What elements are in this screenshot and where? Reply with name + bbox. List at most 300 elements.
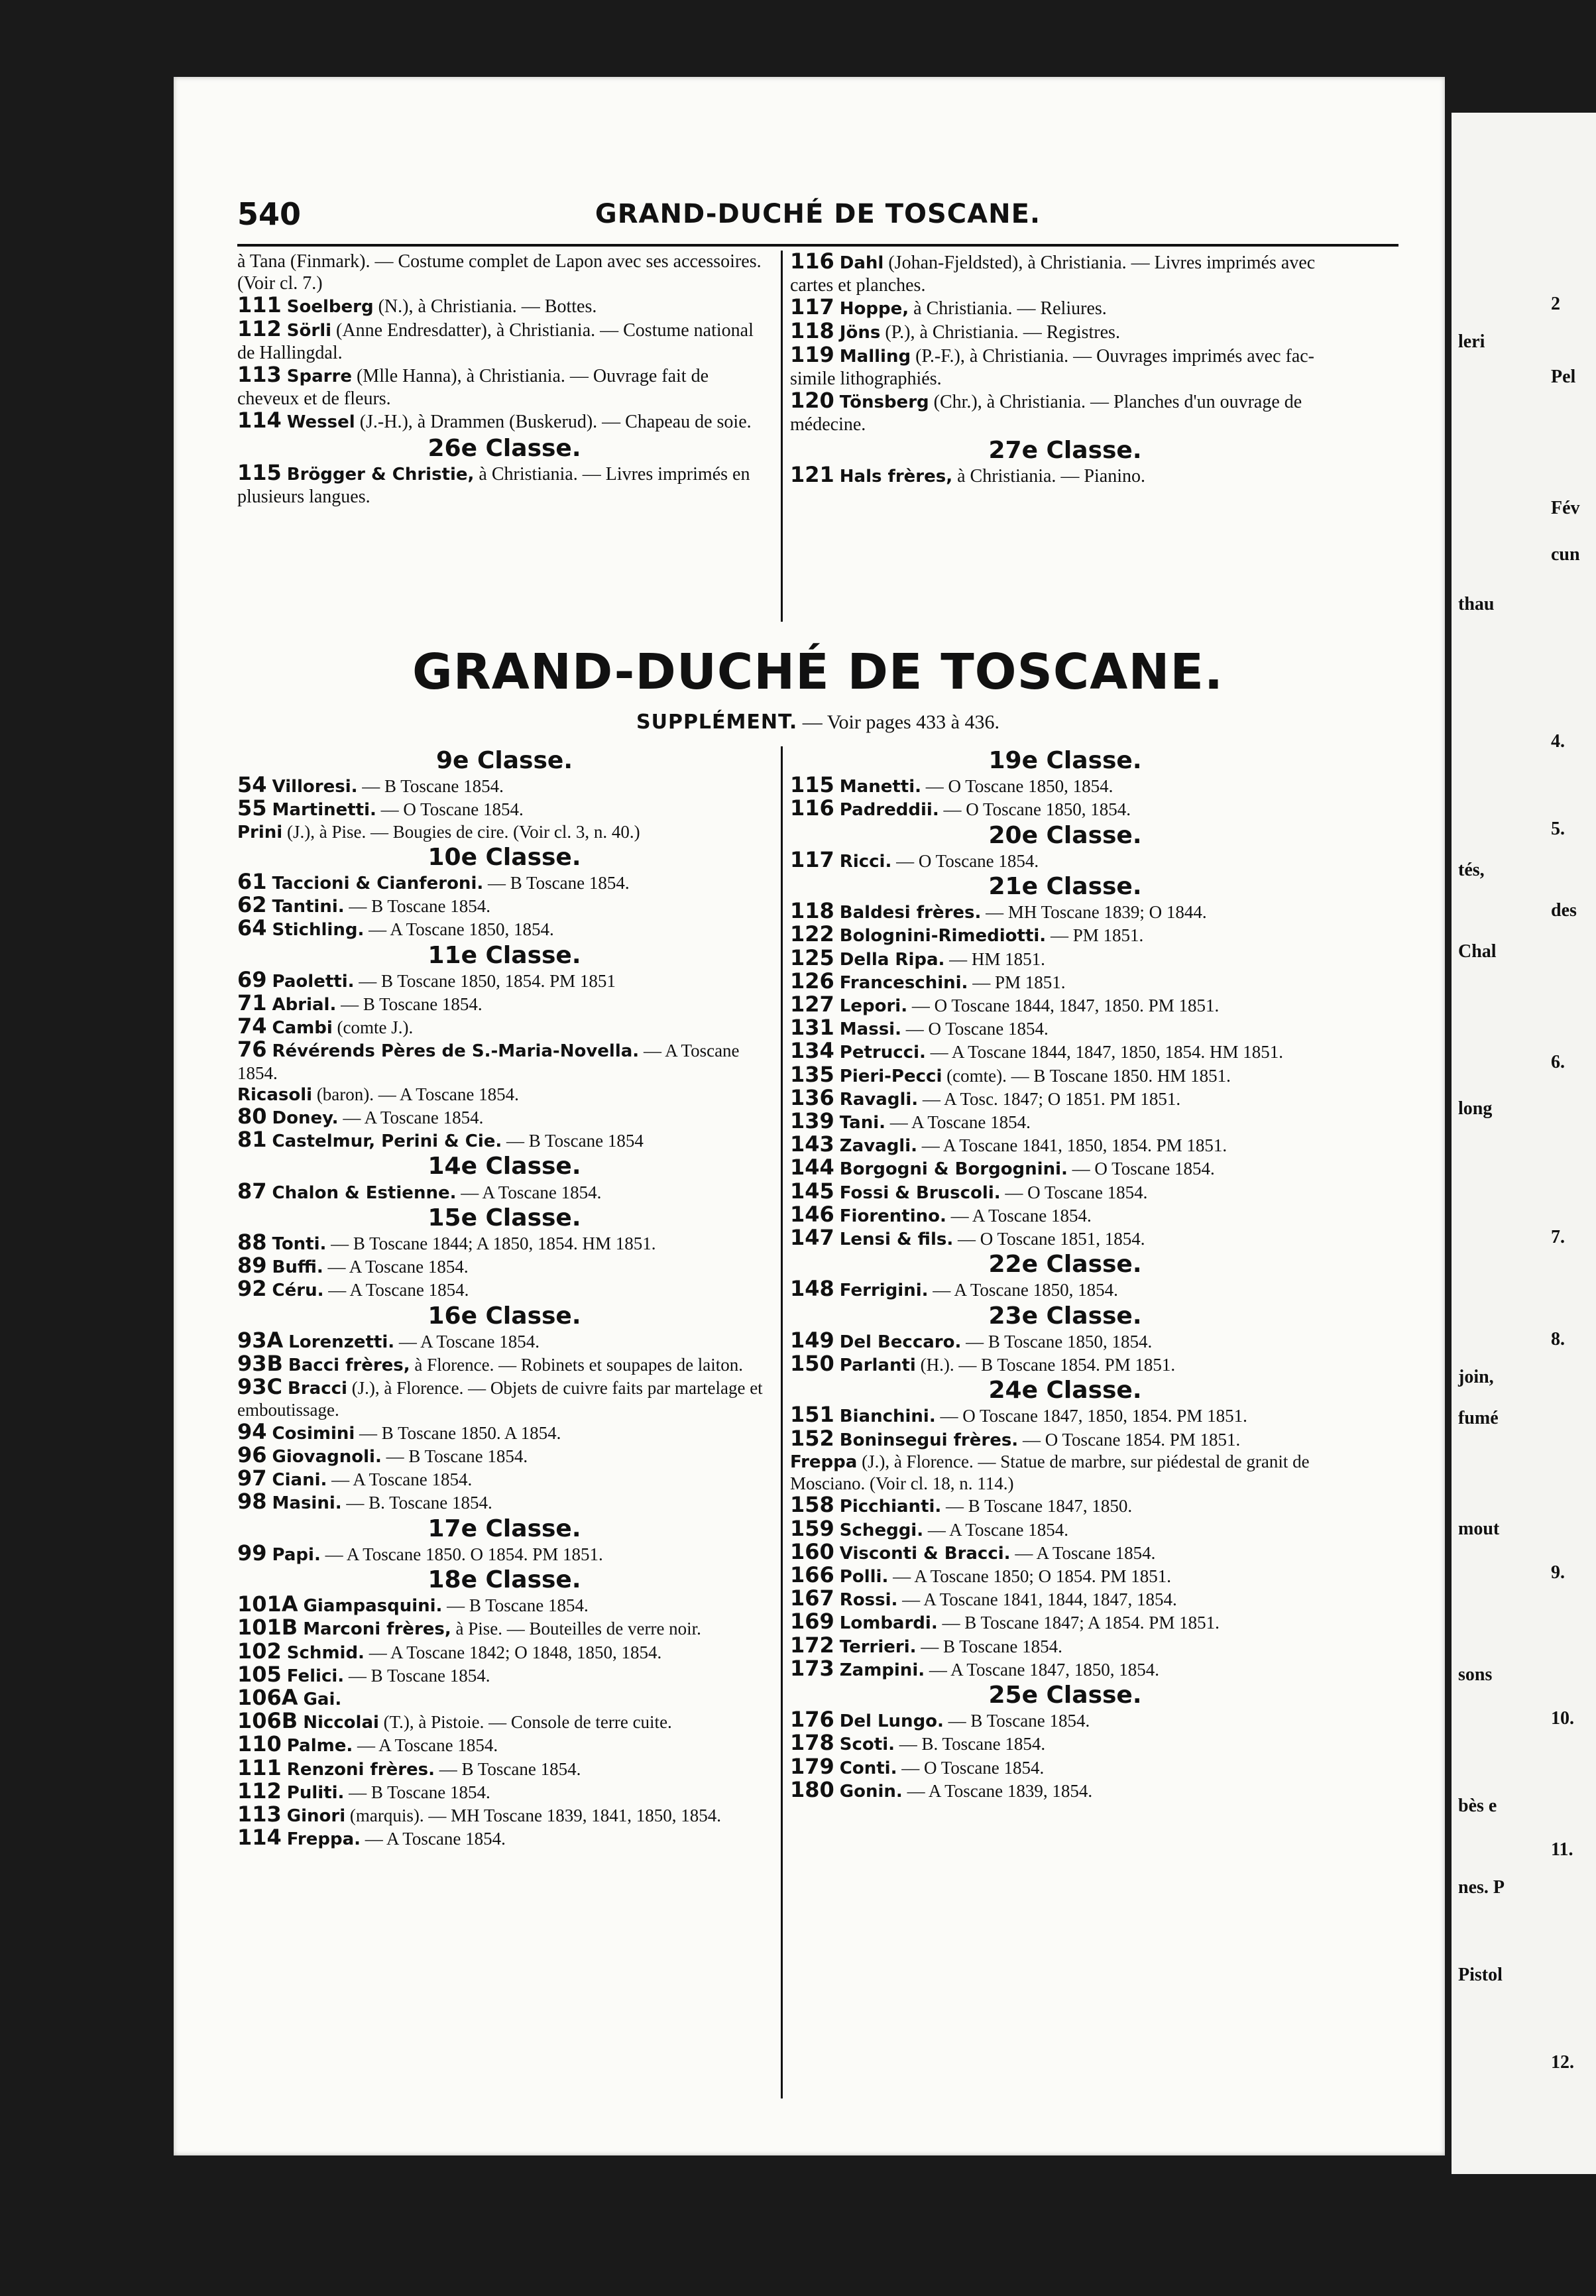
entry-text: — O Toscane 1844, 1847, 1850. PM 1851.	[911, 996, 1220, 1016]
exhibitor-name: Renzoni frères.	[286, 1759, 435, 1780]
entry-text: à Christiania. — Reliures.	[913, 298, 1107, 319]
exhibitor-entry	[790, 1451, 1340, 1494]
exhibitor-entry	[790, 1133, 1340, 1157]
exhibitor-entry	[237, 1491, 771, 1514]
entry-number: 134	[790, 1038, 834, 1064]
entry-text: — A Toscane 1850. O 1854. PM 1851.	[325, 1544, 603, 1564]
entry-text: — O Toscane 1851, 1854.	[957, 1229, 1145, 1249]
adjacent-page-fragment: 11.	[1551, 1839, 1573, 1860]
adjacent-page-fragment: 4.	[1551, 731, 1565, 752]
entry-text: — B Toscane 1854.	[439, 1758, 581, 1779]
exhibitor-name: Terrieri.	[839, 1636, 917, 1657]
entry-number: 116	[790, 795, 834, 821]
entry-number: 92	[237, 1276, 267, 1302]
entry-text: — B Toscane 1854.	[341, 994, 483, 1015]
entry-text: — A Toscane 1854.	[237, 1041, 740, 1083]
entry-text: — B Toscane 1847; A 1854. PM 1851.	[942, 1613, 1220, 1633]
exhibitor-name: Ricasoli	[237, 1084, 313, 1105]
exhibitor-name: Freppa	[790, 1452, 858, 1472]
entry-number: 125	[790, 945, 834, 970]
exhibitor-name: Tani.	[839, 1113, 886, 1133]
exhibitor-name: Polli.	[839, 1566, 889, 1587]
exhibitor-entry	[790, 320, 1340, 344]
entry-text: — B Toscane 1854.	[386, 1446, 528, 1466]
exhibitor-entry	[790, 1538, 1340, 1564]
classe-heading: 22e Classe.	[988, 1251, 1142, 1279]
entry-number: 119	[790, 342, 834, 367]
exhibitor-entry	[790, 1040, 1340, 1063]
header-rule	[237, 244, 1398, 247]
top-right-column	[790, 251, 1340, 488]
supplement-line	[237, 711, 1398, 734]
exhibitor-entry	[237, 1039, 771, 1083]
exhibitor-entry	[237, 294, 771, 318]
entry-text: — A Toscane 1854.	[950, 1205, 1092, 1226]
exhibitor-entry	[790, 1732, 1340, 1755]
entry-number: 101A	[237, 1591, 298, 1617]
exhibitor-entry	[237, 1376, 771, 1420]
entry-text: — A Toscane 1839, 1854.	[907, 1780, 1093, 1801]
exhibitor-entry	[790, 1110, 1340, 1133]
entry-text: (P.), à Christiania. — Registres.	[885, 322, 1120, 343]
entry-text: — B. Toscane 1854.	[899, 1734, 1046, 1754]
entry-number: 101B	[237, 1615, 298, 1640]
supplement-text: — Voir pages 433 à 436.	[802, 711, 999, 733]
exhibitor-name: Visconti & Bracci.	[839, 1543, 1011, 1564]
entry-text: à Christiania. — Pianino.	[957, 466, 1145, 487]
exhibitor-name: Lensi & fils.	[839, 1230, 954, 1250]
adjacent-page-fragment: Pistol	[1458, 1965, 1503, 1986]
entry-text: — B Toscane 1844; A 1850, 1854. HM 1851.	[331, 1234, 656, 1254]
entry-text: — A Toscane 1854.	[398, 1331, 540, 1351]
entry-text: — PM 1851.	[972, 972, 1066, 992]
entry-text: — A Toscane 1844, 1847, 1850, 1854. HM 1851.	[930, 1042, 1283, 1062]
exhibitor-entry	[237, 1827, 771, 1850]
entry-text: — B Toscane 1850, 1854. PM 1851	[359, 970, 616, 991]
entry-number: 114	[237, 1825, 282, 1851]
entry-text: (J.), à Florence. — Statue de marbre, sur piédestal de granit de Mosciano. (Voir cl. 18, n. 114.)	[790, 1451, 1310, 1494]
exhibitor-name: Gonin.	[839, 1781, 903, 1802]
exhibitor-entry	[237, 917, 771, 941]
exhibitor-entry	[790, 797, 1340, 821]
classe-heading: 25e Classe.	[988, 1681, 1142, 1709]
entry-text: — B Toscane 1854.	[349, 896, 490, 917]
adjacent-page-fragment: tés,	[1458, 859, 1485, 880]
entry-number: 80	[237, 1104, 267, 1129]
exhibitor-name: Chalon & Estienne.	[272, 1182, 457, 1203]
exhibitor-name: Fiorentino.	[839, 1206, 946, 1226]
exhibitor-entry	[790, 1515, 1340, 1541]
entry-text: — O Toscane 1850, 1854.	[925, 776, 1113, 797]
classe-heading: 23e Classe.	[988, 1302, 1142, 1330]
entry-text: — A Toscane 1854.	[889, 1112, 1031, 1133]
entry-number: 136	[790, 1084, 834, 1110]
entry-number: 111	[237, 292, 282, 317]
exhibitor-name: Soelberg	[286, 297, 374, 317]
exhibitor-name: Fossi & Bruscoli.	[839, 1182, 1001, 1203]
exhibitor-entry	[237, 410, 771, 433]
entry-number: 159	[790, 1515, 834, 1541]
entry-text: — B. Toscane 1854.	[346, 1493, 492, 1513]
adjacent-page-fragment: Pel	[1551, 367, 1576, 387]
entry-text: (P.-F.), à Christiania. — Ouvrages imprimés avec fac-simile lithographiés.	[790, 346, 1314, 389]
entry-text: (marquis). — MH Toscane 1839, 1841, 1850, 1854.	[349, 1805, 721, 1825]
exhibitor-entry	[790, 1753, 1340, 1779]
entry-text: — A Toscane 1847, 1850, 1854.	[929, 1659, 1159, 1680]
entry-text: — A Toscane 1850; O 1854. PM 1851.	[893, 1566, 1171, 1586]
exhibitor-entry	[237, 1418, 771, 1444]
entry-number: 106A	[237, 1684, 298, 1710]
entry-text: (baron). — A Toscane 1854.	[316, 1084, 519, 1104]
exhibitor-name: Marconi frères,	[303, 1619, 451, 1640]
entry-number: 117	[790, 846, 834, 872]
exhibitor-name: Picchianti.	[839, 1497, 942, 1517]
entry-text: — O Toscane 1854.	[905, 1019, 1049, 1039]
entry-number: 74	[237, 1013, 267, 1039]
exhibitor-name: Tonti.	[272, 1234, 327, 1255]
exhibitor-entry	[237, 1542, 771, 1566]
classe-heading: 24e Classe.	[988, 1377, 1142, 1405]
entry-number: 158	[790, 1492, 834, 1518]
entry-number: 126	[790, 968, 834, 994]
entry-text: — O Toscane 1850, 1854.	[943, 799, 1131, 820]
entry-text: — O Toscane 1854.	[1005, 1182, 1148, 1202]
entry-number: 71	[237, 990, 267, 1016]
entry-number: 145	[790, 1178, 834, 1204]
entry-number: 150	[790, 1351, 834, 1377]
entry-text: — A Toscane 1854.	[927, 1519, 1068, 1540]
entry-number: 115	[790, 772, 834, 798]
entry-number: 96	[237, 1442, 267, 1467]
exhibitor-name: Bracci	[288, 1379, 347, 1399]
exhibitor-entry	[790, 1494, 1340, 1517]
entry-number: 93B	[237, 1351, 283, 1377]
entry-number: 148	[790, 1276, 834, 1302]
exhibitor-name: Freppa.	[286, 1829, 361, 1850]
exhibitor-name: Ravagli.	[839, 1089, 919, 1110]
entry-text: — MH Toscane 1839; O 1844.	[986, 902, 1207, 923]
exhibitor-entry	[790, 923, 1340, 947]
entry-number: 93C	[237, 1374, 283, 1400]
exhibitor-entry	[237, 821, 771, 843]
exhibitor-name: Révérends Pères de S.-Maria-Novella.	[272, 1041, 640, 1062]
adjacent-page-fragment: join,	[1458, 1367, 1494, 1388]
classe-heading: 9e Classe.	[436, 747, 573, 774]
adjacent-page-fragment: leri	[1458, 331, 1485, 353]
exhibitor-name: Prini	[237, 822, 283, 842]
entry-text: — A Toscane 1854.	[365, 1829, 506, 1849]
exhibitor-entry	[790, 296, 1340, 320]
entry-text: — B Toscane 1847, 1850.	[946, 1496, 1133, 1517]
exhibitor-name: Franceschini.	[839, 972, 968, 993]
entry-number: 167	[790, 1585, 834, 1611]
exhibitor-entry	[237, 1015, 771, 1039]
exhibitor-name: Giampasquini.	[303, 1596, 443, 1617]
entry-text: (Johan-Fjeldsted), à Christiania. — Livres imprimés avec cartes et planches.	[790, 253, 1316, 296]
entry-number: 113	[237, 362, 282, 387]
entry-text: (Anne Endresdatter), à Christiania. — Costume national de Hallingdal.	[237, 320, 754, 363]
exhibitor-entry	[237, 1106, 771, 1129]
exhibitor-name: Conti.	[839, 1758, 897, 1778]
exhibitor-entry	[790, 1776, 1340, 1802]
entry-number: 139	[790, 1108, 834, 1134]
exhibitor-entry	[790, 1084, 1340, 1110]
entry-number: 110	[237, 1731, 282, 1757]
entry-number: 144	[790, 1155, 834, 1180]
adjacent-page-fragment: sons	[1458, 1664, 1493, 1685]
entry-number: 105	[237, 1661, 282, 1687]
exhibitor-name: Villoresi.	[272, 777, 358, 797]
column-divider	[781, 746, 783, 2098]
entry-text: — A Toscane 1854.	[461, 1182, 602, 1202]
exhibitor-name: Scheggi.	[839, 1520, 924, 1540]
classe-heading: 11e Classe.	[428, 941, 581, 969]
exhibitor-entry	[790, 1157, 1340, 1180]
exhibitor-name: Wessel	[286, 412, 355, 432]
adjacent-page-fragment: thau	[1458, 594, 1495, 615]
exhibitor-entry	[790, 1061, 1340, 1087]
entry-text: (T.), à Pistoie. — Console de terre cuite.	[383, 1712, 672, 1733]
adjacent-page-fragment: 6.	[1551, 1052, 1565, 1072]
exhibitor-entry	[790, 1404, 1340, 1427]
exhibitor-name: Hals frères,	[839, 467, 953, 487]
adjacent-page-fragment: Chal	[1458, 941, 1497, 962]
entry-number: 146	[790, 1201, 834, 1227]
exhibitor-entry	[237, 871, 771, 894]
exhibitor-name: Tönsberg	[839, 392, 929, 412]
entry-number: 151	[790, 1402, 834, 1428]
adjacent-page-fragment: 9.	[1551, 1562, 1565, 1583]
entry-text: à Pise. — Bouteilles de verre noir.	[455, 1619, 701, 1639]
exhibitor-entry	[790, 251, 1340, 296]
exhibitor-entry	[237, 1444, 771, 1467]
entry-number: 114	[237, 408, 282, 433]
entry-number: 172	[790, 1632, 834, 1658]
classe-heading: 10e Classe.	[428, 843, 581, 871]
entry-number: 166	[790, 1562, 834, 1587]
exhibitor-name: Parlanti	[839, 1355, 916, 1376]
adjacent-page-fragment: 10.	[1551, 1708, 1574, 1729]
exhibitor-entry	[790, 846, 1340, 872]
entry-number: 102	[237, 1638, 282, 1664]
exhibitor-entry	[790, 344, 1340, 390]
adjacent-page-fragment: long	[1458, 1098, 1493, 1119]
entry-number: 106B	[237, 1708, 298, 1734]
entry-text: — B Toscane 1854.	[348, 1665, 490, 1686]
exhibitor-entry	[237, 1733, 771, 1756]
exhibitor-name: Sparre	[286, 367, 352, 386]
entry-text: — O Toscane 1854.	[901, 1757, 1045, 1778]
exhibitor-name: Hoppe,	[839, 299, 909, 319]
entry-text: — A Toscane 1841, 1844, 1847, 1854.	[902, 1589, 1177, 1610]
exhibitor-name: Baldesi frères.	[839, 903, 982, 923]
entry-text: — B Toscane 1850. A 1854.	[359, 1422, 561, 1443]
adjacent-page-fragment: mout	[1458, 1519, 1500, 1539]
entry-text: — B Toscane 1854.	[447, 1595, 589, 1616]
exhibitor-name: Puliti.	[286, 1782, 345, 1803]
exhibitor-entry	[790, 1353, 1340, 1376]
exhibitor-name: Paoletti.	[272, 971, 355, 992]
entry-number: 160	[790, 1538, 834, 1564]
exhibitor-entry	[237, 1467, 771, 1491]
entry-text: (Mlle Hanna), à Christiania. — Ouvrage fait de cheveux et de fleurs.	[237, 366, 709, 409]
exhibitor-name: Ginori	[286, 1806, 346, 1826]
exhibitor-entry	[237, 1710, 771, 1733]
entry-number: 122	[790, 921, 834, 947]
classe-heading: 20e Classe.	[988, 821, 1142, 849]
entry-text: — O Toscane 1854.	[380, 799, 524, 820]
entry-text: — A Toscane 1854.	[343, 1108, 484, 1128]
adjacent-page-fragment: 2	[1551, 294, 1560, 314]
exhibitor-name: Martinetti.	[272, 800, 376, 821]
entry-number: 118	[790, 898, 834, 924]
classe-heading: 16e Classe.	[428, 1302, 581, 1330]
adjacent-page-fragment: des	[1551, 900, 1577, 921]
entry-number: 94	[237, 1418, 267, 1444]
entry-number: 113	[237, 1801, 282, 1827]
adjacent-page-fragment: nes. P	[1458, 1877, 1505, 1898]
entry-text: (H.). — B Toscane 1854. PM 1851.	[920, 1355, 1176, 1375]
exhibitor-name: Del Lungo.	[839, 1711, 944, 1732]
exhibitor-name: Malling	[839, 347, 911, 367]
exhibitor-name: Sörli	[286, 321, 332, 341]
adjacent-page-fragment: fumé	[1458, 1407, 1499, 1428]
exhibitor-entry	[237, 894, 771, 917]
entry-text: — A Toscane 1841, 1850, 1854. PM 1851.	[921, 1135, 1227, 1156]
classe-heading: 14e Classe.	[428, 1153, 581, 1180]
exhibitor-entry	[790, 464, 1340, 488]
exhibitor-entry	[237, 1754, 771, 1780]
adjacent-page-fragment: bès e	[1458, 1796, 1497, 1816]
column-divider	[781, 251, 783, 622]
entry-number: 178	[790, 1730, 834, 1756]
exhibitor-name: Ferrigini.	[839, 1281, 929, 1301]
exhibitor-name: Massi.	[839, 1019, 901, 1040]
entry-text: — A Toscane 1854.	[331, 1469, 473, 1490]
entry-text: (J.-H.), à Drammen (Buskerud). — Chapeau de soie.	[359, 412, 752, 432]
entry-text: à Tana (Finmark). — Costume complet de Lapon avec ses accessoires. (Voir cl. 7.)	[237, 251, 762, 294]
exhibitor-name: Pieri-Pecci	[839, 1066, 942, 1086]
entry-text: (comte J.).	[337, 1017, 414, 1038]
entry-number: 76	[237, 1037, 267, 1062]
entry-text: — HM 1851.	[949, 948, 1045, 969]
exhibitor-name: Tantini.	[272, 897, 345, 917]
page-number: 540	[237, 196, 302, 232]
exhibitor-entry	[790, 1278, 1340, 1301]
entry-number: 89	[237, 1253, 267, 1279]
exhibitor-name: Dahl	[839, 253, 884, 273]
exhibitor-name: Bolognini-Rimediotti.	[839, 926, 1047, 947]
exhibitor-entry	[790, 1017, 1340, 1040]
entry-number: 99	[237, 1540, 267, 1566]
exhibitor-entry	[237, 966, 771, 992]
exhibitor-entry	[237, 992, 771, 1015]
entry-number: 111	[237, 1754, 282, 1780]
exhibitor-name: Scoti.	[839, 1735, 895, 1755]
exhibitor-name: Doney.	[272, 1108, 339, 1129]
exhibitor-entry	[790, 390, 1340, 435]
running-title: GRAND-DUCHÉ DE TOSCANE.	[595, 199, 1041, 229]
entry-number: 93A	[237, 1327, 284, 1353]
exhibitor-name: Ricci.	[839, 851, 892, 872]
exhibitor-name: Cosimini	[272, 1423, 355, 1444]
exhibitor-entry	[790, 1611, 1340, 1634]
bottom-left-column	[237, 746, 771, 1850]
entry-text: à Christiania. — Livres imprimés en plusieurs langues.	[237, 464, 750, 507]
exhibitor-name: Gai.	[303, 1689, 342, 1709]
exhibitor-name: Papi.	[272, 1544, 321, 1565]
entry-number: 149	[790, 1327, 834, 1353]
entry-number: 152	[790, 1425, 834, 1451]
exhibitor-entry	[790, 1180, 1340, 1204]
classe-heading: 27e Classe.	[988, 437, 1142, 464]
exhibitor-name: Abrial.	[272, 995, 337, 1015]
exhibitor-name: Taccioni & Cianferoni.	[272, 874, 484, 894]
entry-number: 88	[237, 1230, 267, 1255]
entry-number: 180	[790, 1776, 834, 1802]
top-left-column	[237, 251, 771, 508]
entry-number: 176	[790, 1707, 834, 1733]
entry-number: 61	[237, 869, 267, 895]
exhibitor-entry	[237, 774, 771, 797]
adjacent-page-fragment: 8.	[1551, 1329, 1565, 1349]
entry-text: — A Toscane 1850, 1854.	[369, 919, 554, 940]
entry-number: 117	[790, 294, 834, 319]
exhibitor-entry	[790, 1327, 1340, 1353]
entry-number: 179	[790, 1753, 834, 1779]
entry-text: — A Toscane 1850, 1854.	[933, 1280, 1118, 1300]
adjacent-page-fragment: 5.	[1551, 819, 1565, 839]
exhibitor-entry	[237, 797, 771, 821]
exhibitor-entry	[237, 318, 771, 364]
exhibitor-name: Della Ripa.	[839, 949, 945, 970]
exhibitor-entry	[237, 1278, 771, 1301]
entry-number: 173	[790, 1655, 834, 1681]
exhibitor-name: Jöns	[839, 323, 881, 343]
entry-text: (comte). — B Toscane 1850. HM 1851.	[946, 1065, 1231, 1086]
entry-number: 121	[790, 462, 834, 487]
exhibitor-entry	[237, 1617, 771, 1640]
entry-text: (J.), à Pise. — Bougies de cire. (Voir cl. 3, n. 40.)	[286, 821, 640, 842]
exhibitor-name: Palme.	[286, 1736, 353, 1756]
adjacent-page-fragment: cun	[1551, 544, 1580, 565]
exhibitor-name: Stichling.	[272, 920, 365, 941]
classe-heading: 19e Classe.	[988, 747, 1142, 774]
exhibitor-entry	[237, 1129, 771, 1152]
exhibitor-name: Cambi	[272, 1018, 333, 1039]
exhibitor-name: Ciani.	[272, 1470, 327, 1491]
exhibitor-name: Lepori.	[839, 996, 908, 1017]
exhibitor-name: Padreddii.	[839, 800, 939, 821]
exhibitor-entry	[790, 1587, 1340, 1611]
entry-text: — O Toscane 1847, 1850, 1854. PM 1851.	[940, 1406, 1247, 1426]
classe-heading: 21e Classe.	[988, 873, 1142, 901]
exhibitor-entry	[790, 1632, 1340, 1658]
entry-text: — B Toscane 1854	[506, 1131, 644, 1151]
exhibitor-entry	[790, 774, 1340, 797]
entry-number: 81	[237, 1127, 267, 1153]
entry-text: — B Toscane 1850, 1854.	[966, 1331, 1153, 1351]
exhibitor-entry	[790, 947, 1340, 970]
page-header	[237, 190, 1398, 236]
exhibitor-entry	[237, 1327, 771, 1353]
exhibitor-name: Schmid.	[286, 1642, 365, 1663]
exhibitor-entry	[790, 900, 1340, 923]
exhibitor-name: Zavagli.	[839, 1136, 917, 1157]
exhibitor-entry	[237, 1232, 771, 1255]
exhibitor-name: Petrucci.	[839, 1043, 926, 1063]
exhibitor-entry	[237, 1780, 771, 1804]
